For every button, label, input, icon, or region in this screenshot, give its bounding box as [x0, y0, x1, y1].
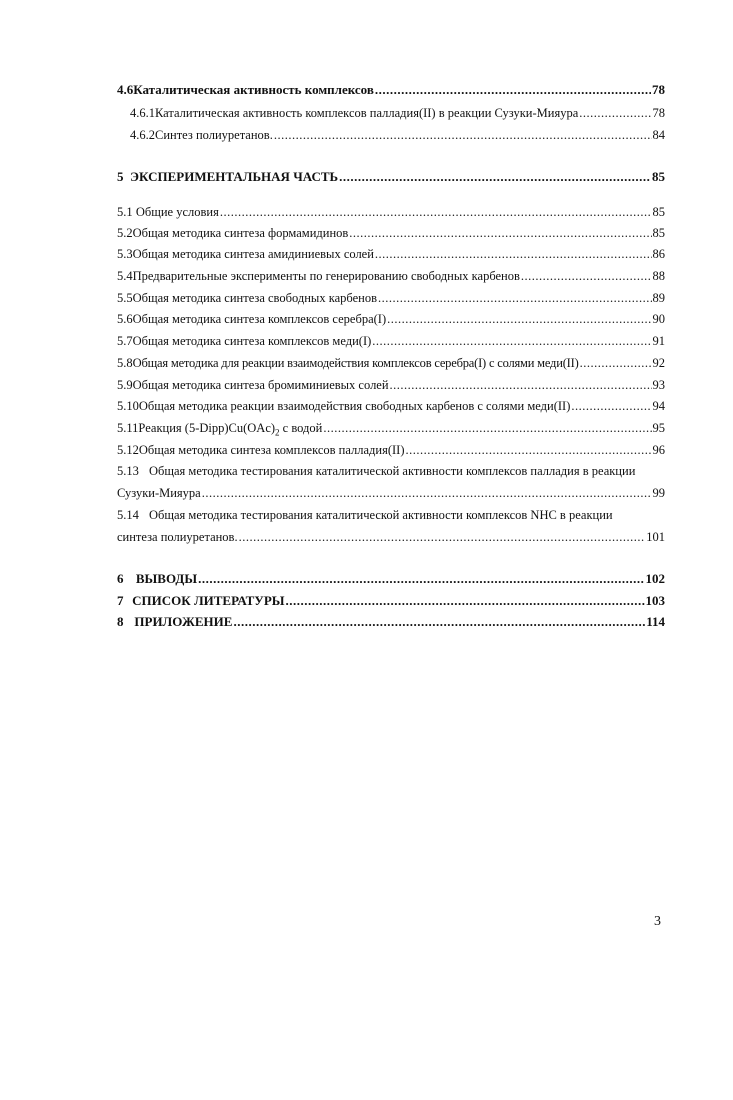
toc-number: 5.5	[117, 291, 133, 305]
toc-page: 99	[652, 486, 665, 500]
toc-title: Общая методика синтеза амидиниевых солей	[132, 247, 374, 261]
toc-entry-5-14-line1[interactable]	[117, 507, 613, 523]
toc-page: 90	[652, 312, 665, 326]
toc-number: 5.13	[117, 464, 139, 478]
toc-entry-5-14-line2[interactable]	[117, 529, 665, 545]
toc-number: 5.1	[117, 205, 133, 219]
toc-entry-7[interactable]	[117, 593, 665, 609]
toc-entry-5-6[interactable]	[117, 311, 665, 327]
toc-entry-8[interactable]	[117, 614, 665, 630]
toc-number: 5	[117, 169, 124, 184]
toc-page: 103	[645, 593, 665, 608]
toc-leader-dots	[375, 246, 652, 262]
toc-title: ЭКСПЕРИМЕНТАЛЬНАЯ ЧАСТЬ	[130, 169, 339, 184]
toc-page: 78	[652, 106, 665, 120]
toc-leader-dots	[339, 169, 651, 185]
toc-entry-4-6-2[interactable]	[130, 127, 665, 143]
toc-title: ВЫВОДЫ	[135, 571, 198, 586]
toc-page: 102	[645, 571, 665, 586]
toc-entry-5-8[interactable]	[117, 355, 665, 371]
toc-number: 5.6	[117, 312, 133, 326]
toc-page: 85	[652, 205, 665, 219]
toc-title: Предварительные эксперименты по генерированию свободных карбенов	[132, 269, 520, 283]
toc-title: Общая методика синтеза формамидинов	[132, 226, 349, 240]
toc-page: 94	[652, 399, 665, 413]
toc-title: ПРИЛОЖЕНИЕ	[134, 614, 233, 629]
toc-number: 5.10	[117, 399, 139, 413]
toc-title: Общая методика синтеза бромиминиевых солей	[132, 378, 389, 392]
toc-leader-dots	[580, 355, 652, 371]
toc-leader-dots	[220, 204, 652, 220]
toc-number: 5.4	[117, 269, 133, 283]
toc-number: 5.11	[117, 421, 139, 435]
toc-page: 84	[652, 128, 665, 142]
toc-entry-5-3[interactable]	[117, 246, 665, 262]
toc-number: 6	[117, 571, 124, 586]
toc-title: Общая методика тестирования каталитической активности комплексов NHC в реакции	[149, 508, 613, 522]
toc-entry-4-6[interactable]	[117, 82, 665, 98]
toc-entry-5-13-line2[interactable]	[117, 485, 665, 501]
toc-entry-5-13-line1[interactable]	[117, 463, 635, 479]
toc-title-part: с водой	[279, 421, 323, 435]
toc-entry-5-2[interactable]	[117, 225, 665, 241]
toc-leader-dots	[387, 311, 651, 327]
toc-title-part: Реакция (5-Dipp)Cu(OAc)	[138, 421, 276, 435]
toc-leader-dots	[378, 290, 652, 306]
toc-title: Общая методика для реакции взаимодействия комплексов серебра(I) с солями меди(II)	[132, 356, 579, 370]
toc-leader-dots	[286, 593, 645, 609]
toc-number: 5.7	[117, 334, 133, 348]
toc-page: 95	[652, 421, 665, 435]
toc-number: 4.6.2	[130, 128, 155, 142]
toc-entry-5-7[interactable]	[117, 333, 665, 349]
toc-leader-dots	[233, 614, 645, 630]
toc-page: 92	[652, 356, 665, 370]
toc-title: Общая методика синтеза свободных карбенов	[132, 291, 377, 305]
toc-leader-dots	[375, 82, 651, 98]
toc-leader-dots	[274, 127, 652, 143]
toc-title: Каталитическая активность комплексов палладия(II) в реакции Сузуки-Мияура	[155, 106, 579, 120]
toc-page: 101	[646, 530, 665, 544]
toc-entry-5-5[interactable]	[117, 290, 665, 306]
toc-entry-4-6-1[interactable]	[130, 105, 665, 121]
toc-entry-5-9[interactable]	[117, 377, 665, 393]
toc-page: 85	[652, 226, 665, 240]
toc-leader-dots	[406, 442, 652, 458]
toc-leader-dots	[323, 420, 651, 436]
toc-number: 5.2	[117, 226, 133, 240]
page-number: 3	[654, 914, 661, 929]
toc-title: Общие условия	[135, 205, 219, 219]
toc-title-subscript: 2	[275, 427, 280, 438]
toc-number: 7	[117, 593, 124, 608]
toc-title: Синтез полиуретанов.	[155, 128, 273, 142]
toc-number: 5.8	[117, 356, 133, 370]
toc-number: 5.12	[117, 443, 139, 457]
toc-title: Общая методика синтеза комплексов меди(I)	[132, 334, 372, 348]
toc-entry-5-10[interactable]	[117, 398, 665, 414]
toc-number: 8	[117, 614, 124, 629]
toc-entry-6[interactable]	[117, 571, 665, 587]
toc-entry-5-12[interactable]	[117, 442, 665, 458]
toc-title: СПИСОК ЛИТЕРАТУРЫ	[132, 593, 285, 608]
toc-number: 5.9	[117, 378, 133, 392]
toc-page: 88	[652, 269, 665, 283]
toc-title: Общая методика синтеза комплексов серебра(I)	[132, 312, 387, 326]
toc-number: 4.6.1	[130, 106, 155, 120]
toc-title: Каталитическая активность комплексов	[133, 82, 374, 97]
toc-page: 89	[652, 291, 665, 305]
toc-page: 114	[646, 614, 665, 629]
toc-entry-5-11[interactable]	[117, 420, 665, 441]
toc-leader-dots	[521, 268, 652, 284]
toc-title-continuation: Сузуки-Мияура	[117, 486, 201, 500]
toc-page: 93	[652, 378, 665, 392]
toc-title: Общая методика реакции взаимодействия свободных карбенов с солями меди(II)	[138, 399, 571, 413]
toc-number: 5.14	[117, 508, 139, 522]
toc-page: 96	[652, 443, 665, 457]
toc-leader-dots	[571, 398, 651, 414]
toc-entry-5-1[interactable]	[117, 204, 665, 220]
toc-page: 86	[652, 247, 665, 261]
toc-leader-dots	[349, 225, 651, 241]
toc-page: 78	[652, 82, 665, 97]
toc-leader-dots	[202, 485, 652, 501]
toc-page: 91	[652, 334, 665, 348]
toc-leader-dots	[198, 571, 644, 587]
toc-title-continuation: синтеза полиуретанов.	[117, 530, 238, 544]
toc-leader-dots	[390, 377, 652, 393]
toc-page: 85	[652, 169, 665, 184]
toc-leader-dots	[579, 105, 651, 121]
toc-leader-dots	[239, 529, 646, 545]
toc-title	[138, 420, 322, 441]
toc-entry-5-4[interactable]	[117, 268, 665, 284]
toc-entry-5[interactable]	[117, 169, 665, 185]
toc-number: 4.6	[117, 82, 134, 97]
toc-title: Общая методика тестирования каталитической активности комплексов палладия в реакции	[149, 464, 636, 478]
toc-number: 5.3	[117, 247, 133, 261]
toc-leader-dots	[372, 333, 651, 349]
toc-title: Общая методика синтеза комплексов палладия(II)	[138, 443, 405, 457]
